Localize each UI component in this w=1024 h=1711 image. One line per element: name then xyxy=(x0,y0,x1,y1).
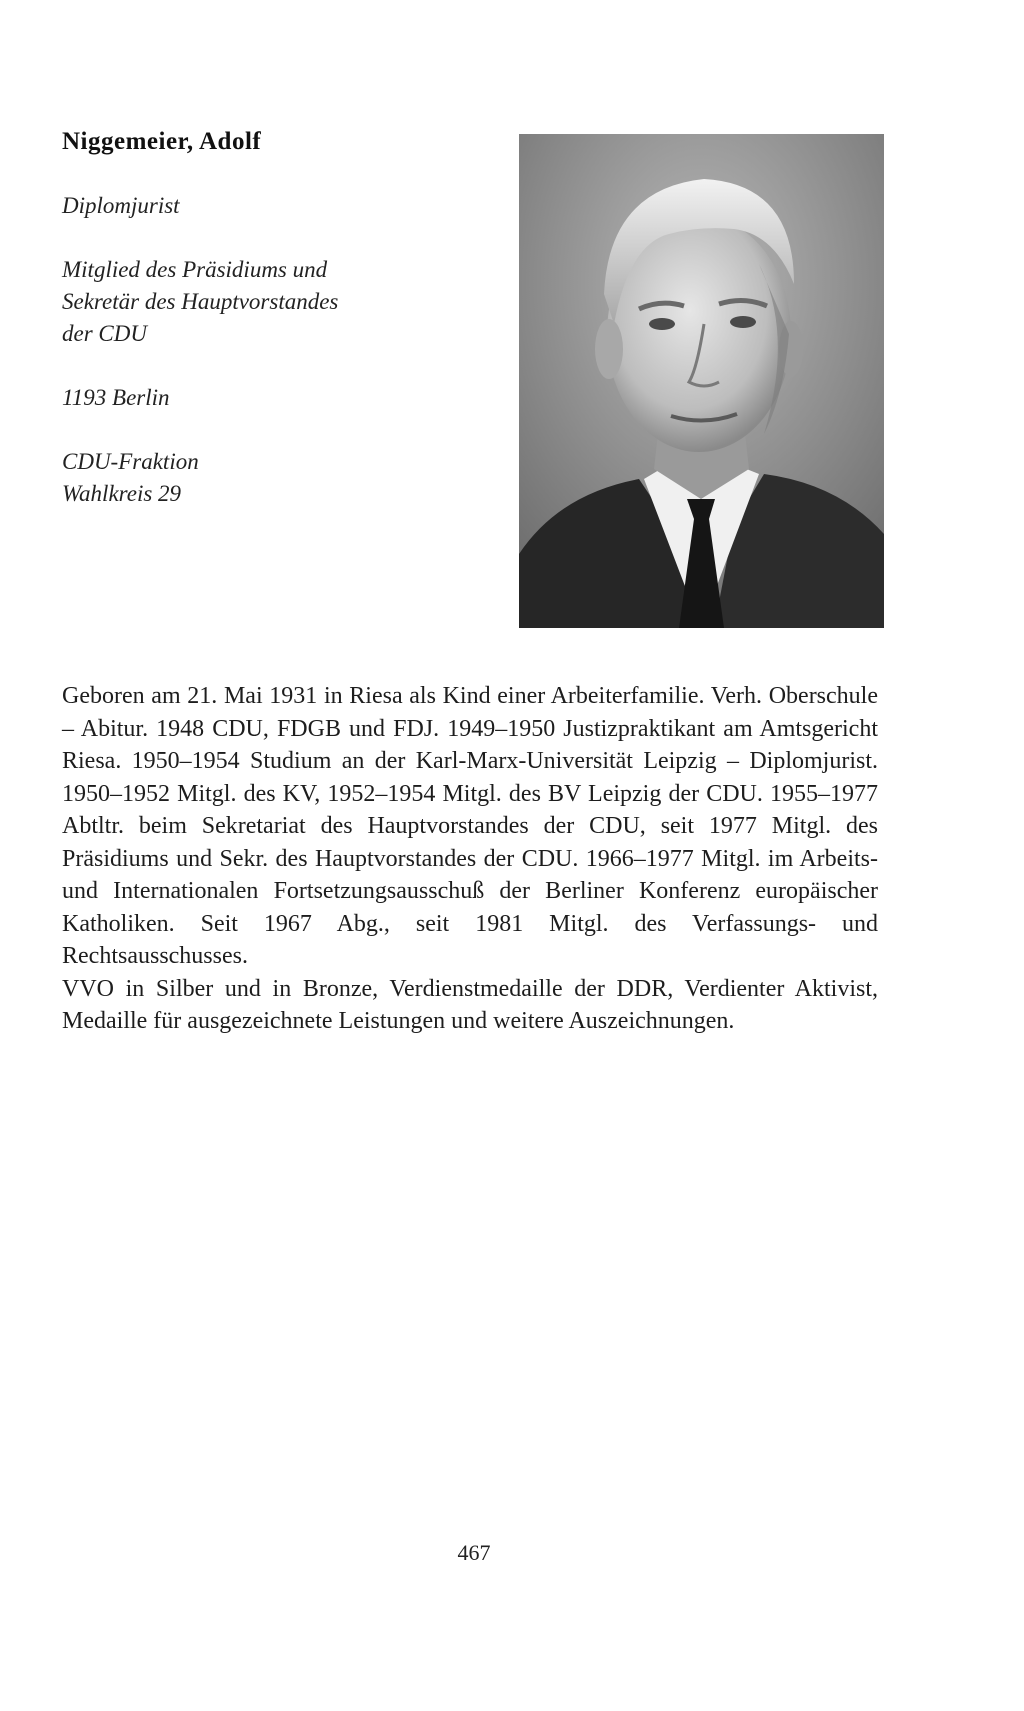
awards-paragraph: VVO in Silber und in Bronze, Verdienstmedaille der DDR, Verdienter Aktivist, Medaille für ausgezeichnete Leistungen und weitere Auszeichnungen. xyxy=(62,975,878,1034)
profession xyxy=(62,190,492,222)
page-number: 467 xyxy=(457,1540,491,1565)
position-line: Sekretär des Hauptvorstandes xyxy=(62,289,339,314)
faction-line: Wahlkreis 29 xyxy=(62,481,182,506)
person-name: Niggemeier, Adolf xyxy=(62,128,262,155)
portrait-illustration xyxy=(519,134,884,628)
biography-paragraph: Geboren am 21. Mai 1931 in Riesa als Kind einer Arbeiterfamilie. Verh. Oberschule – Abitur. 1948 CDU, FDGB und FDJ. 1949–1950 Justizpraktikant am Amtsgericht Riesa. 1950–1954 Studium an der Karl-Marx-Universität Leipzig – Diplomjurist. 1950–1952 Mitgl. des KV, 1952–1954 Mitgl. des BV Leipzig der CDU. 1955–1977 Abtltr. beim Sekretariat des Hauptvorstandes der CDU, seit 1977 Mitgl. des Präsidiums und Sekr. des Hauptvorstandes der CDU. 1966–1977 Mitgl. im Arbeits- und Internationalen Fortsetzungsausschuß der Berliner Konferenz europäischer Katholiken. Seit 1967 Abg., seit 1981 Mitgl. des Verfassungs- und Rechtsausschusses. xyxy=(62,683,878,969)
position-line: Mitglied des Präsidiums und xyxy=(62,257,328,282)
location xyxy=(62,382,492,414)
position-line: der CDU xyxy=(62,321,147,346)
position xyxy=(62,254,492,350)
faction xyxy=(62,446,492,510)
portrait-photo xyxy=(519,134,884,628)
location-text: 1193 Berlin xyxy=(62,385,170,410)
biography xyxy=(62,680,878,1038)
entry-header xyxy=(62,128,492,542)
profession-text: Diplomjurist xyxy=(62,193,180,218)
faction-line: CDU-Fraktion xyxy=(62,449,199,474)
